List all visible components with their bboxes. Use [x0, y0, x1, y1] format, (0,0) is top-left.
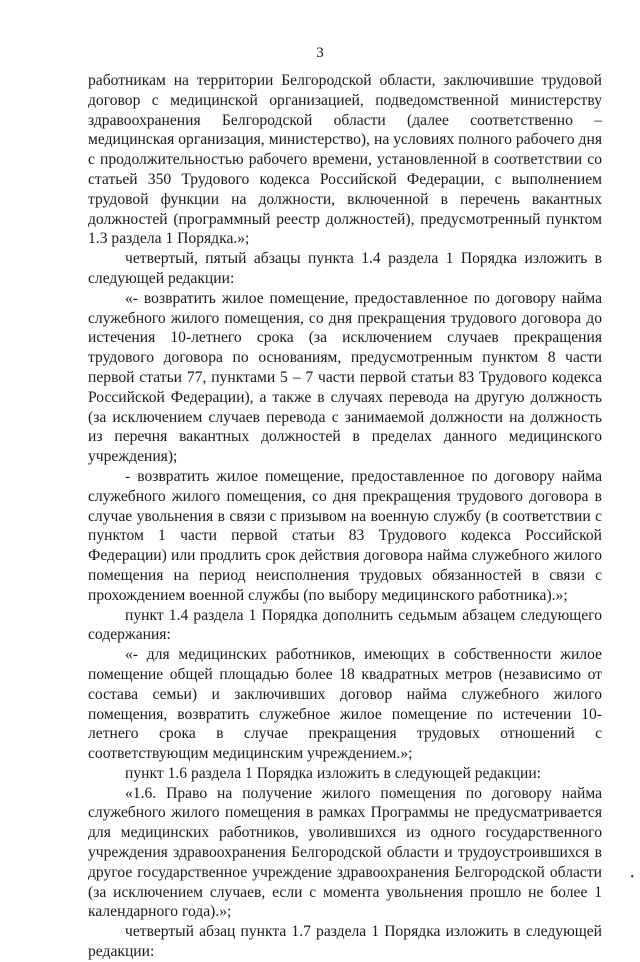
paragraph-1: работникам на территории Белгородской области, заключившие трудовой договор с медицинской организацией, подведомственной министерству здравоохранения Белгородской области (далее соответственно – медицинская организация, министерство), на условиях полного рабочего дня с продолжительностью рабочего времени, установленной в соответствии со статьей 350 Трудового кодекса Российской Федерации, с выполнением трудовой функции на должности, включенной в перечень вакантных должностей (программный реестр должностей), предусмотренный пунктом 1.3 раздела 1 Порядка.»;: [88, 72, 602, 248]
scan-speck: •: [630, 872, 634, 883]
document-body: [88, 71, 602, 962]
paragraph-9: четвертый абзац пункта 1.7 раздела 1 Порядка изложить в следующей редакции:: [88, 923, 602, 961]
paragraph-6: «- для медицинских работников, имеющих в собственности жилое помещение общей площадью более 18 квадратных метров (независимо от состава семьи) и заключивших договор найма служебного жилого помещения, возвратить служебное жилое помещение по истечении 10-летнего срока в случае прекращения трудовых отношений с соответствующим медицинским учреждением.»;: [88, 646, 602, 763]
paragraph-8: «1.6. Право на получение жилого помещения по договору найма служебного жилого помещения в рамках Программы не предусматривается для медицинских работников, уволившихся из одного государственного учреждения здравоохранения Белгородской области и трудоустроившихся в другое государственное учреждение здравоохранения Белгородской области (за исключением случаев, если с момента увольнения прошло не более 1 календарного года).»;: [88, 784, 602, 921]
paragraph-5: пункт 1.4 раздела 1 Порядка дополнить седьмым абзацем следующего содержания:: [88, 606, 602, 644]
page-number: 3: [316, 45, 324, 61]
paragraph-2: четвертый, пятый абзацы пункта 1.4 раздела 1 Порядка изложить в следующей редакции:: [88, 250, 602, 287]
paragraph-3: «- возвратить жилое помещение, предоставленное по договору найма служебного жилого помещения, со дня прекращения трудового договора до истечения 10-летнего срока (за исключением случаев прекращения трудового договора по основаниям, предусмотренным пунктом 8 части первой статьи 77, пунктами 5 – 7 части первой статьи 83 Трудового кодекса Российской Федерации), а также в случаях перевода на другую должность (за исключением случаев перевода с занимаемой должности на должность из перечня вакантных должностей в пределах данного медицинского учреждения);: [88, 289, 602, 466]
paragraph-7: пункт 1.6 раздела 1 Порядка изложить в следующей редакции:: [125, 764, 542, 782]
paragraph-4: - возвратить жилое помещение, предоставленное по договору найма служебного жилого помещения, со дня прекращения трудового договора в случае увольнения в связи с призывом на военную службу (в соответствии с пунктом 1 части первой статьи 83 Трудового кодекса Российской Федерации) или продлить срок действия договора найма служебного жилого помещения на период неисполнения трудовых обязанностей в связи с прохождением военной службы (по выбору медицинского работника).»;: [88, 467, 602, 604]
